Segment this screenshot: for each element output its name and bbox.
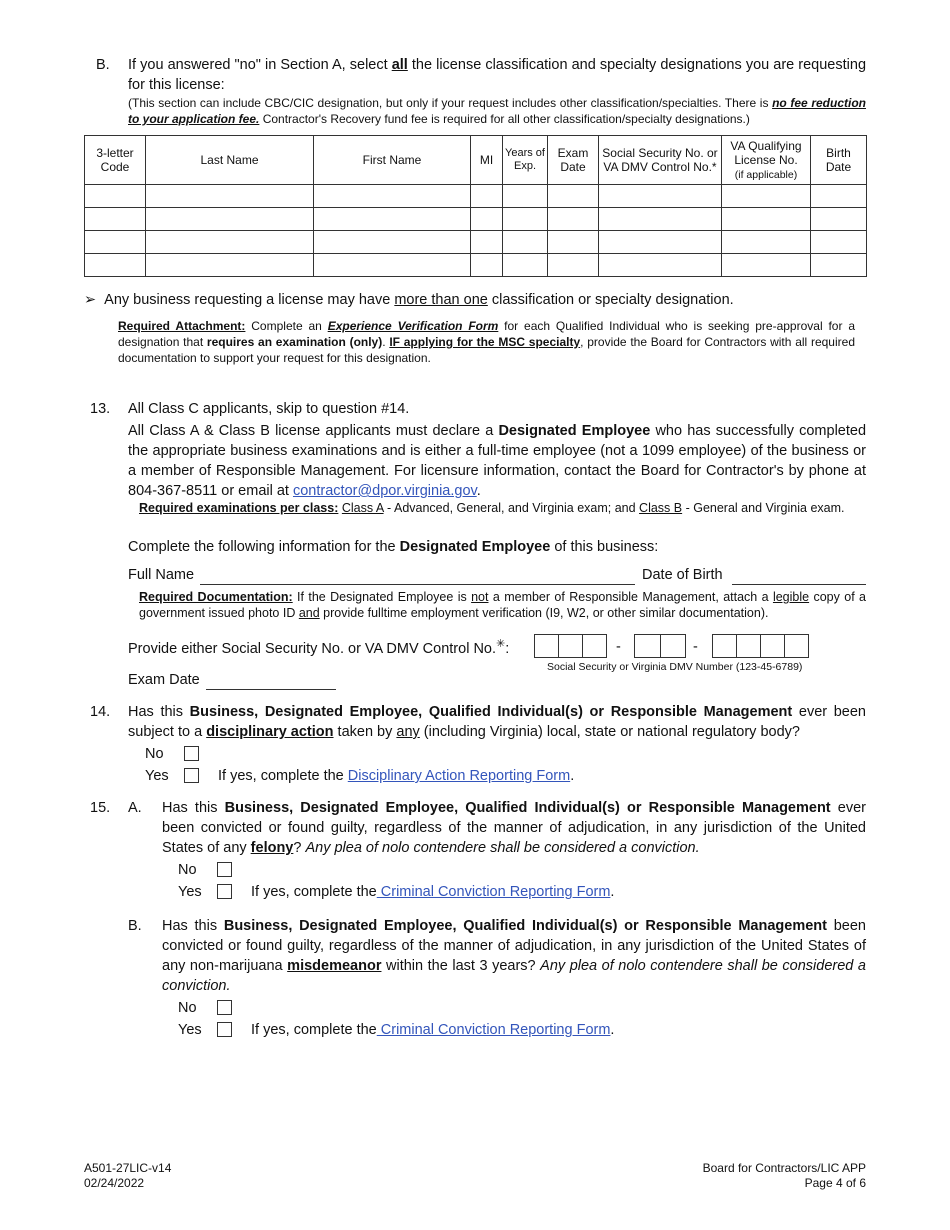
- table-cell[interactable]: [811, 231, 867, 254]
- q14-question: Has this Business, Designated Employee, Qualified Individual(s) or Responsible Management ever been subject to a disciplinary action taken by any (including Virginia) local, state or national regulatory body?: [128, 704, 866, 740]
- table-cell[interactable]: [85, 185, 146, 208]
- table-cell[interactable]: [599, 208, 722, 231]
- table-cell[interactable]: [548, 231, 599, 254]
- table-cell[interactable]: [548, 254, 599, 277]
- exam-date-field[interactable]: [206, 689, 336, 690]
- footer-date: 02/24/2022: [84, 1176, 145, 1190]
- table-cell[interactable]: [85, 231, 146, 254]
- table-cell[interactable]: [599, 231, 722, 254]
- table-cell[interactable]: [503, 231, 548, 254]
- table-cell[interactable]: [503, 208, 548, 231]
- q15a-yes-label: Yes: [178, 884, 202, 900]
- col-mi: MI: [471, 136, 503, 185]
- table-cell[interactable]: [548, 208, 599, 231]
- q14-no-checkbox[interactable]: [184, 746, 199, 761]
- footer-form-id: A501-27LIC-v14: [84, 1161, 172, 1175]
- bullet-note: ➢ Any business requesting a license may have more than one classification or specialty designation.: [84, 292, 734, 308]
- bullet-arrow-icon: ➢: [84, 292, 97, 308]
- ssn-dash-1: -: [616, 639, 621, 655]
- complete-designated: Complete the following information for the Designated Employee of this business:: [128, 539, 659, 555]
- table-cell[interactable]: [85, 208, 146, 231]
- ssn-prompt: Provide either Social Security No. or VA DMV Control No.✳:: [128, 638, 510, 657]
- table-cell[interactable]: [146, 208, 314, 231]
- ssn-caption: Social Security or Virginia DMV Number (123-45-6789): [547, 661, 803, 673]
- table-row: [85, 231, 867, 254]
- table-cell[interactable]: [471, 208, 503, 231]
- table-cell[interactable]: [599, 254, 722, 277]
- q13-skip: All Class C applicants, skip to question #14.: [128, 401, 410, 417]
- section-b-note: (This section can include CBC/CIC designation, but only if your request includes other classification/specialties. There is no fee reduction to your application fee. Contractor's Recovery fund fee is required for all other classification/specialty designations.): [128, 96, 866, 126]
- col-last-name: Last Name: [146, 136, 314, 185]
- ssn-dash-2: -: [693, 639, 698, 655]
- table-cell[interactable]: [548, 185, 599, 208]
- q15a-yes-checkbox[interactable]: [217, 884, 232, 899]
- ssn-part1-input[interactable]: [534, 634, 607, 658]
- dob-field[interactable]: [732, 584, 866, 585]
- q15b-yes-label: Yes: [178, 1022, 202, 1038]
- required-documentation: Required Documentation: If the Designated Employee is not a member of Responsible Management, attach a legible copy of a government issued photo ID and provide fulltime employment verification (I9, W2, or other similar documentation).: [139, 590, 866, 620]
- criminal-form-link-a[interactable]: Criminal Conviction Reporting Form: [376, 884, 611, 900]
- q15a-ifyes: If yes, complete the Criminal Conviction Reporting Form.: [251, 884, 615, 900]
- q14-yes-label: Yes: [145, 768, 169, 784]
- ssn-part3-input[interactable]: [712, 634, 809, 658]
- q15b-ifyes: If yes, complete the Criminal Conviction Reporting Form.: [251, 1022, 615, 1038]
- footer-page: Page 4 of 6: [804, 1176, 866, 1190]
- q15a-question: Has this Business, Designated Employee, Qualified Individual(s) or Responsible Management ever been convicted or found guilty, regardless of the manner of adjudication, in any jurisdiction of the United States of any felony? Any plea of nolo contendere shall be considered a conviction.: [162, 800, 866, 856]
- table-cell[interactable]: [722, 231, 811, 254]
- table-cell[interactable]: [722, 208, 811, 231]
- table-row: [85, 254, 867, 277]
- q15-number: 15.: [90, 800, 111, 816]
- q15a-no-label: No: [178, 862, 197, 878]
- table-cell[interactable]: [471, 185, 503, 208]
- q13-paragraph: All Class A & Class B license applicants must declare a Designated Employee who has successfully completed the appropriate business examinations and is either a full-time employee (not a 1099 employee) of the business or a member of Responsible Management. For licensure information, contact the Board for Contractor's by phone at 804-367-8511 or email at contractor@dpor.virginia.gov.: [128, 423, 867, 499]
- table-cell[interactable]: [146, 231, 314, 254]
- table-cell[interactable]: [314, 185, 471, 208]
- footer-board: Board for Contractors/LIC APP: [702, 1161, 866, 1175]
- table-cell[interactable]: [146, 185, 314, 208]
- table-cell[interactable]: [811, 208, 867, 231]
- q14-number: 14.: [90, 704, 111, 720]
- q15b-no-checkbox[interactable]: [217, 1000, 232, 1015]
- dob-label: Date of Birth: [642, 567, 723, 583]
- q15b-question: Has this Business, Designated Employee, Qualified Individual(s) or Responsible Management been convicted or found guilty, regardless of the manner of adjudication, in any jurisdiction of the United States of any non-marijuana misdemeanor within the last 3 years? Any plea of nolo contendere shall be considered a conviction.: [162, 918, 866, 994]
- email-link[interactable]: contractor@dpor.virginia.gov: [292, 483, 477, 499]
- table-row: [85, 208, 867, 231]
- q15a-letter: A.: [128, 800, 142, 816]
- table-cell[interactable]: [314, 208, 471, 231]
- q15b-letter: B.: [128, 918, 142, 934]
- table-cell[interactable]: [599, 185, 722, 208]
- q14-yes-checkbox[interactable]: [184, 768, 199, 783]
- required-attachment: Required Attachment: Complete an Experience Verification Form for each Qualified Individual who is seeking pre-approval for a designation that requires an examination (only). IF applying for the MSC specialty, provide the Board for Contractors with all required documentation to support your request for this designation.: [118, 319, 855, 365]
- table-cell[interactable]: [471, 254, 503, 277]
- col-first-name: First Name: [314, 136, 471, 185]
- exam-date-label: Exam Date: [128, 672, 200, 688]
- col-va-license: VA Qualifying License No. (if applicable): [722, 136, 811, 185]
- col-code: 3-letter Code: [85, 136, 146, 185]
- table-cell[interactable]: [722, 185, 811, 208]
- q15a-no-checkbox[interactable]: [217, 862, 232, 877]
- criminal-form-link-b[interactable]: Criminal Conviction Reporting Form: [376, 1022, 611, 1038]
- table-cell[interactable]: [811, 254, 867, 277]
- col-ssn: Social Security No. or VA DMV Control No.*: [599, 136, 722, 185]
- table-cell[interactable]: [503, 254, 548, 277]
- table-row: [85, 185, 867, 208]
- table-header-row: [85, 136, 867, 185]
- table-cell[interactable]: [722, 254, 811, 277]
- table-cell[interactable]: [146, 254, 314, 277]
- q14-no-label: No: [145, 746, 164, 762]
- table-cell[interactable]: [85, 254, 146, 277]
- ssn-part2-input[interactable]: [634, 634, 686, 658]
- full-name-field[interactable]: [200, 584, 635, 585]
- classification-table: [84, 135, 867, 277]
- table-cell[interactable]: [314, 254, 471, 277]
- table-cell[interactable]: [811, 185, 867, 208]
- table-cell[interactable]: [471, 231, 503, 254]
- table-cell[interactable]: [314, 231, 471, 254]
- q13-number: 13.: [90, 401, 111, 417]
- asterisk-icon: ✳: [496, 638, 506, 650]
- q14-ifyes: If yes, complete the Disciplinary Action Reporting Form.: [218, 768, 575, 784]
- col-exam-date: Exam Date: [548, 136, 599, 185]
- q15b-no-label: No: [178, 1000, 197, 1016]
- table-cell[interactable]: [503, 185, 548, 208]
- col-birth-date: Birth Date: [811, 136, 867, 185]
- required-exams: Required examinations per class: Class A - Advanced, General, and Virginia exam; and Class B - General and Virginia exam.: [139, 501, 845, 515]
- col-years-exp: Years of Exp.: [503, 136, 548, 185]
- section-b-letter: B.: [96, 57, 110, 73]
- q15b-yes-checkbox[interactable]: [217, 1022, 232, 1037]
- full-name-label: Full Name: [128, 567, 195, 583]
- disciplinary-form-link[interactable]: Disciplinary Action Reporting Form: [347, 768, 571, 784]
- section-b-question: If you answered "no" in Section A, select all the license classification and specialty designations you are requesting for this license:: [128, 57, 867, 93]
